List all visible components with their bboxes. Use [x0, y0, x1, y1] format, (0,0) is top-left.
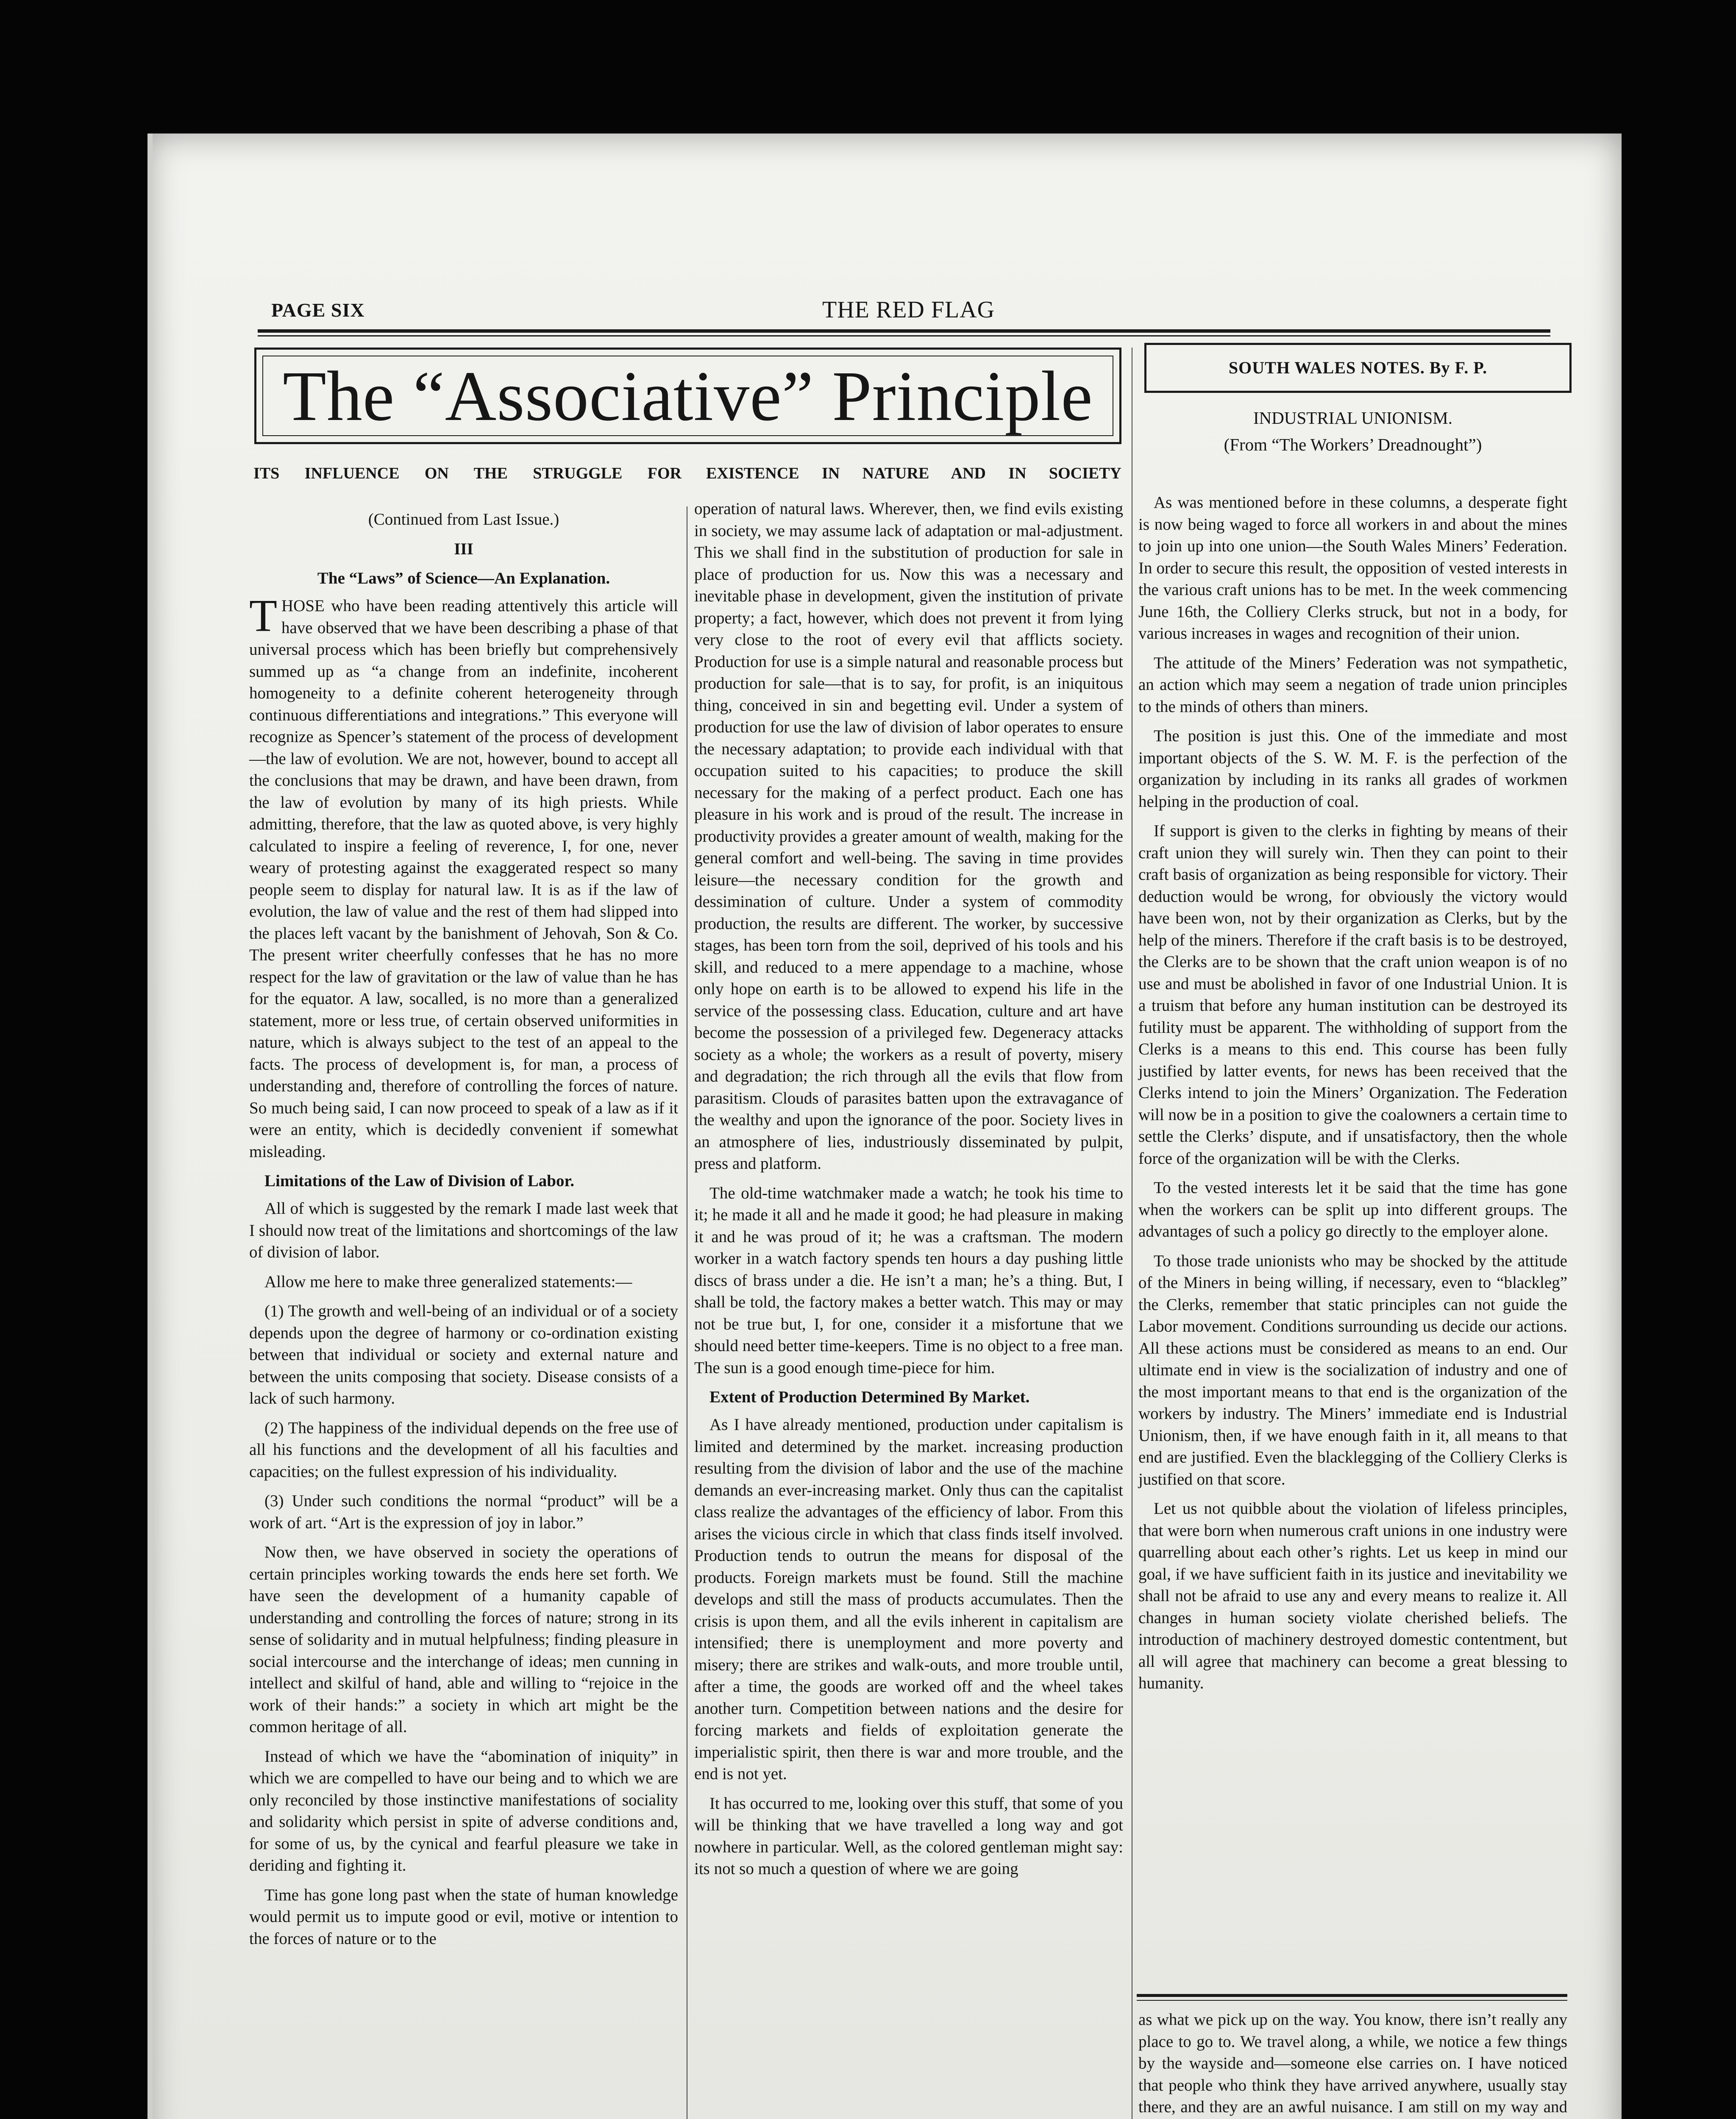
continued-note: (Continued from Last Issue.): [368, 510, 559, 528]
article-paragraph: Time has gone long past when the state of human knowledge would permit us to impute good or evil, motive or intention to the forces of nature or to the: [249, 1885, 678, 1948]
notes-paragraph: To those trade unionists who may be shocked by the attitude of the Miners in being willing, if necessary, even to “blackleg” the Clerks, remember that static principles can not guide the Labor movement. Conditions surrounding us decide our actions. All these actions must be considered as means to an end. Our ultimate end in view is the socialization of industry and one of the most important means to that end is the organization of the workers by industry. The Miners’ immediate end is Industrial Unionism, then, if we have enough faith in it, all means to that end are justified. Even the blacklegging of the Colliery Clerks is justified on that score.: [1138, 1251, 1567, 1488]
statement-item: (3) Under such conditions the normal “product” will be a work of art. “Art is the expression of joy in labor.”: [249, 1492, 678, 1532]
notes-end-rule-thin: [1137, 2000, 1567, 2001]
article-paragraph: As I have already mentioned, production under capitalism is limited and determined by the market. increasing production resulting from the division of labor and the use of the machine demands an ever-increasing market. Only thus can the capitalist class realize the advantages of the efficiency of labor. From this arises the vicious circle in which that class finds itself involved. Production tends to outrun the means for disposal of the products. Foreign markets must be found. Still the machine develops and still the mass of products accumulates. Then the crisis is upon them, and all the evils inherent in capitalism are intensified; there is unemployment and more poverty and misery; there are strikes and walk-outs, and more trouble until, after a time, the goods are worked off and the wheel takes another turn. Competition between nations and the desire for forcing markets and fields of exploitation generate the imperialistic spirit, then there is war and more trouble, and the end is not yet.: [694, 1415, 1123, 1783]
notes-paragraph: To the vested interests let it be said that the time has gone when the workers can be split up into different groups. The advantages of such a policy go directly to the employer alone.: [1138, 1179, 1567, 1240]
page-number: PAGE SIX: [271, 299, 365, 321]
page-edge: [147, 133, 153, 2119]
article-paragraph: Allow me here to make three generalized statements:—: [264, 1272, 632, 1291]
south-wales-notes-box: [1144, 343, 1572, 393]
numbered-statements: [249, 1300, 678, 1534]
notes-end-rule: [1137, 1994, 1567, 1997]
paragraph-text: HOSE who have been reading attentively this article will have observed that we have been describing a phase of that universal process which has been briefly but comprehensively summed up as “a change from an indefinite, incoherent homogeneity to a definite coherent heterogeneity through continuous differentiations and integrations.” This everyone will recognize as Spencer’s statement of the process of development—the law of evolution. We are not, however, bound to accept all the conclusions that may be drawn, and have been drawn, from the law of evolution by many of its high priests. While admitting, therefore, that the law as quoted above, is very highly calculated to inspire a feeling of reverence, I, for one, never weary of protesting against the exaggerated respect so many people seem to display for natural law. It is as if the law of evolution, the law of value and the rest of them had slipped into the places left vacant by the banishment of Jehovah, Son & Co. The present writer cheerfully confesses that he has no more respect for the law of gravitation or the law of value than he has for the equator. A law, socalled, is no more than a generalized statement, more or less true, of certain observed uniformities in nature, which is always subject to the test of an appeal to the facts. The process of development is, for man, a process of understanding and, therefore of controlling the forces of nature. So much being said, I can now proceed to speak of a law as if it were an entity, which is decidedly convenient if somewhat misleading.: [249, 597, 678, 1161]
article-paragraph: Now then, we have observed in society the operations of certain principles working towards the ends here set forth. We have seen the development of a humanity capable of understanding and controlling the forces of nature; strong in its sense of solidarity and in mutual helpfulness; finding pleasure in social intercourse and the interchange of ideas; men cunning in intellect and skilful of hand, able and willing to “rejoice in the work of their hands:” a society in which art might be the common heritage of all.: [249, 1543, 678, 1736]
notes-paragraph: If support is given to the clerks in fighting by means of their craft union they will surely win. Then they can point to their craft basis of organization as being responsible for victory. Their deduction would be wrong, for obviously the victory would have been won, not by their organization as Clerks, but by the help of the miners. Therefore if the craft basis is to be destroyed, the Clerks are to be shown that the craft union weapon is of no use and must be abolished in favor of one Industrial Union. It is a truism that before any human institution can be destroyed its futility must be apparent. The withholding of support from the Clerks is a means to this end. This course has been fully justified by latter events, for news has been received that the Clerks intend to join the Miners’ Organization. The Federation will now be in a position to give the coalowners a certain time to settle the Clerks’ dispute, and if unsatisfactory, then the whole force of the organization will be with the Clerks.: [1138, 822, 1567, 1168]
continuation-paragraph: as what we pick up on the way. You know, there isn’t really any place to go to. We travel along, a while, we notice a few things by the wayside and—someone else carries on. I have noticed that people who think they have arrived anywhere, usually stay there, and they are an awful nuisance. I am still on my way and: [1138, 2011, 1567, 2116]
headline-box: [254, 348, 1121, 444]
article-subtitle-right: EXISTENCE IN NATURE AND IN SOCIETY: [706, 464, 1121, 482]
article-paragraph: operation of natural laws. Wherever, then, we find evils existing in society, we may assume lack of adaptation or mal-adjustment. This we shall find in the substitution of production for sale in place of production for us. Now this was a necessary and inevitable phase in development, given the institution of private property; a fact, however, which does not prevent it from lying very close to the root of every evil that afflicts society. Production for use is a simple natural and reasonable process but production for sale—that is to say, for profit, is an iniquitous thing, conceived in sin and begetting evil. Under a system of production for use the law of division of labor operates to ensure the necessary adaptation; to provide each individual with that occupation suited to his capacities; to produce the skill necessary for the making of a perfect product. Each one has pleasure in his work and is proud of the result. The increase in productivity provides a greater amount of wealth, making for the general comfort and well-being. The saving in time provides leisure—the necessary condition for the growth and dessimination of culture. Under a system of commodity production, the results are different. The worker, by successive stages, has been torn from the soil, deprived of his tools and his skill, and reduced to a mere appendage to a machine, whose only hope on earth is to be allowed to expend his life in the service of the possessing class. Education, culture and art have become the possession of a privileged few. Degeneracy attacks society as a whole; the workers as a result of poverty, misery and degradation; the rich through all the evils that flow from parasitism. Clouds of parasites batten upon the extravagance of the wealthy and upon the ignorance of the poor. Society lives in an atmosphere of lies, industriously disseminated by pulpit, press and platform.: [694, 500, 1123, 1173]
notes-source: (From “The Workers’ Dreadnought”): [1224, 435, 1482, 454]
notes-column: [1138, 492, 1567, 1702]
statement-item: (2) The happiness of the individual depends on the free use of all his functions and the development of all his faculties and capacities; on the fullest expression of his individuality.: [249, 1418, 678, 1481]
notes-paragraph: As was mentioned before in these columns, a desperate fight is now being waged to force all workers in and about the mines to join up into one union—the South Wales Miners’ Federation. In order to secure this result, the opposition of vested interests in the various craft unions has to be met. In the week commencing June 16th, the Colliery Clerks struck, but not in a body, for various increases in wages and recognition of their union.: [1138, 493, 1567, 642]
article-paragraph: All of which is suggested by the remark I made last week that I should now treat of the limitations and shortcomings of the law of division of labor.: [249, 1199, 678, 1261]
article-continuation: [1138, 2009, 1567, 2119]
article-paragraph: Instead of which we have the “abomination of iniquity” in which we are compelled to have our being and to which we are only reconciled by those instinctive manifestations of sociality and solidarity which persist in spite of adverse conditions and, for some of us, by the cynical and fearful pleasure we take in deriding and fighting it.: [249, 1747, 678, 1874]
article-subtitle-left: ITS INFLUENCE ON THE STRUGGLE FOR: [253, 464, 682, 482]
newspaper-name: THE RED FLAG: [822, 297, 995, 323]
article-headline: The “Associative” Principle: [283, 357, 1093, 436]
article-paragraph: The old-time watchmaker made a watch; he took his time to it; he made it all and he made it good; he had pleasure in making it and he was proud of it; he was a craftsman. The modern worker in a watch factory spends ten hours a day pushing little discs of brass under a die. He isn’t a man; he’s a thing. But, I shall be told, the factory makes a better watch. This may or may not be true but, I, for one, consider it a misfortune that we should need better time-keepers. Time is no object to a free man. The sun is a good enough time-piece for him.: [694, 1184, 1123, 1377]
section-heading-limitations: Limitations of the Law of Division of Labor.: [264, 1172, 574, 1190]
statement-item: (1) The growth and well-being of an individual or of a society depends upon the degree of harmony or co-ordination existing between that individual or society and external nature and between the units composing that society. Disease consists of a lack of such harmony.: [249, 1302, 678, 1407]
article-column-1: [249, 509, 678, 1957]
section-heading-laws-of-science: The “Laws” of Science—An Explanation.: [317, 569, 610, 587]
part-number: III: [454, 539, 473, 558]
header-rule-thin: [258, 335, 1550, 336]
notes-heading: INDUSTRIAL UNIONISM.: [1253, 408, 1452, 428]
header-rule: [258, 329, 1550, 333]
newspaper-page: [147, 133, 1622, 2119]
article-paragraph: [249, 591, 678, 1162]
notes-paragraph: The attitude of the Miners’ Federation was not sympathetic, an action which may seem a negation of trade union principles to the minds of others than miners.: [1138, 653, 1567, 716]
article-paragraph: It has occurred to me, looking over this stuff, that some of you will be thinking that we have travelled a long way and got nowhere in particular. Well, as the colored gentleman might say: its not so much a question of where we are going: [694, 1794, 1123, 1878]
section-heading-extent-of-production: Extent of Production Determined By Market.: [709, 1388, 1030, 1406]
notes-paragraph: The position is just this. One of the immediate and most important objects of the S. W. M. F. is the perfection of the organization by including in its ranks all grades of workmen helping in the production of coal.: [1138, 727, 1567, 811]
article-column-2: [694, 498, 1123, 1888]
notes-title: SOUTH WALES NOTES. By F. P.: [1228, 358, 1488, 377]
running-head: [271, 299, 1522, 328]
drop-cap: T: [249, 591, 277, 641]
notes-paragraph: Let us not quibble about the violation of lifeless principles, that were born when numerous craft unions in one industry were quarrelling about each other’s rights. Let us keep in mind our goal, if we have sufficient faith in its justice and inevitability we shall not be afraid to use any and every means to realize it. All changes in human society violate cherished beliefs. The introduction of machinery destroyed domestic contentment, but all will agree that machinery can become a great blessing to humanity.: [1138, 1499, 1567, 1692]
